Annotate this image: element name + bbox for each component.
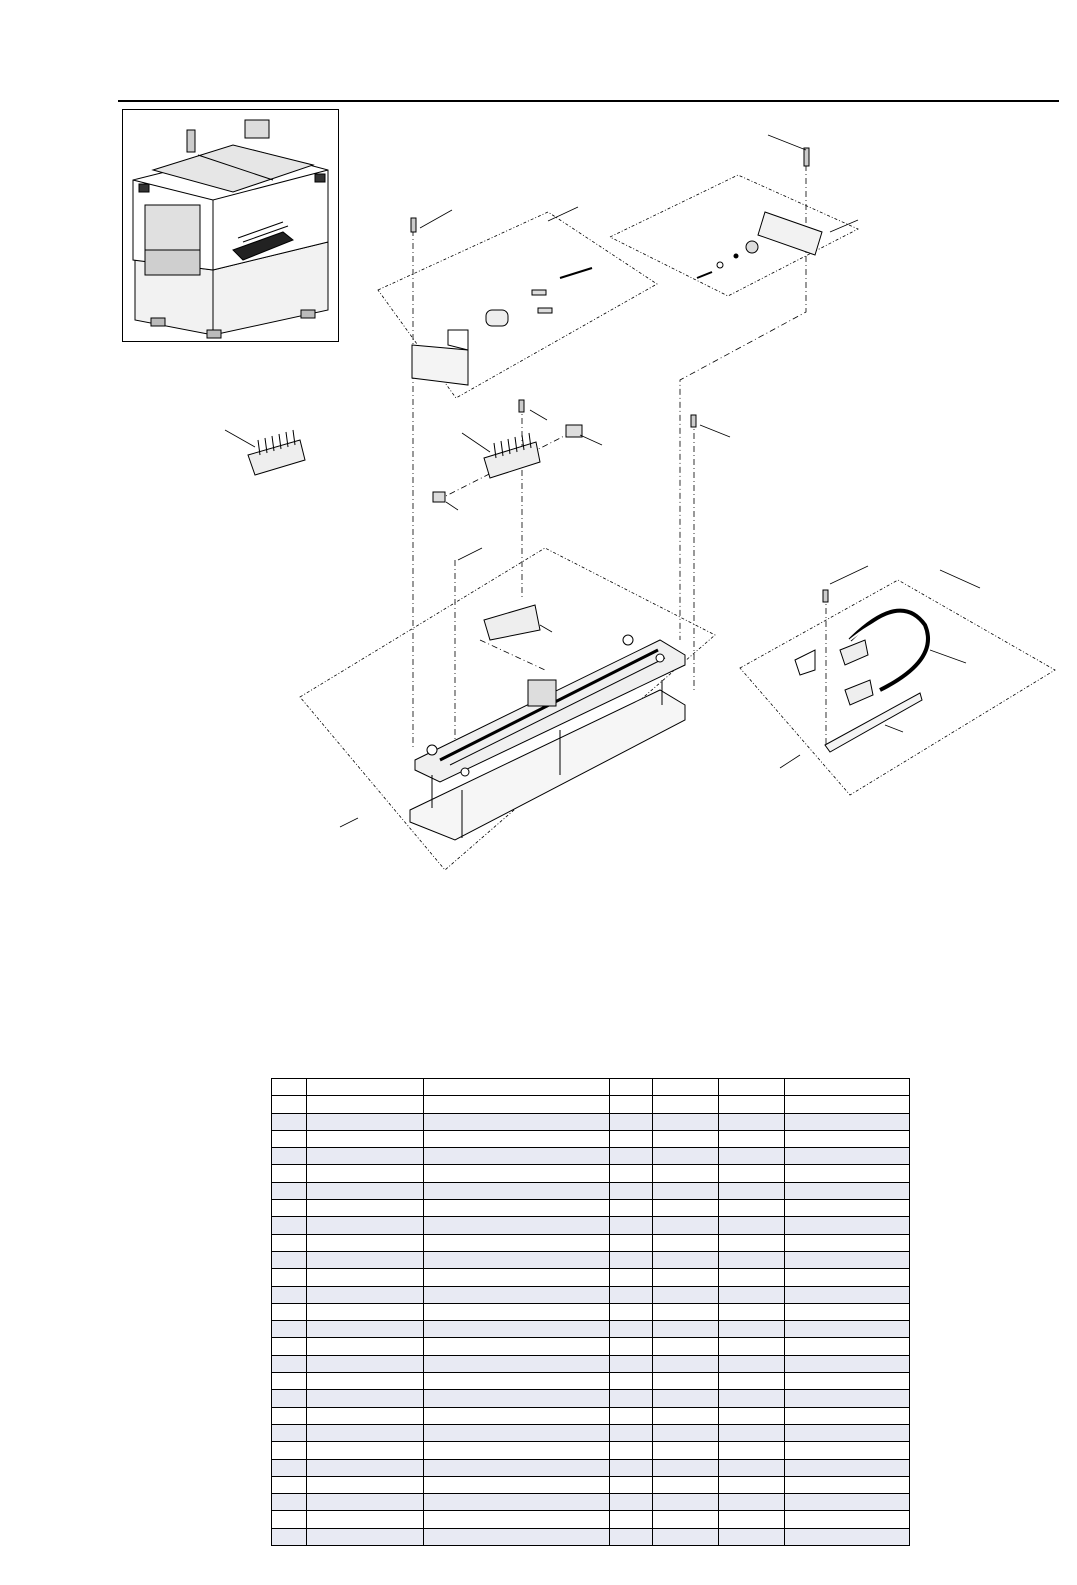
table-row — [272, 1321, 910, 1338]
table-cell — [610, 1165, 653, 1182]
table-cell — [272, 1355, 307, 1372]
table-cell — [272, 1113, 307, 1130]
table-cell — [424, 1528, 610, 1545]
table-cell — [610, 1373, 653, 1390]
table-cell — [424, 1338, 610, 1355]
table-cell — [653, 1511, 719, 1528]
table-cell — [653, 1234, 719, 1251]
table-cell — [307, 1269, 424, 1286]
table-cell — [307, 1321, 424, 1338]
table-cell — [424, 1476, 610, 1493]
table-cell — [424, 1165, 610, 1182]
table-cell — [610, 1390, 653, 1407]
table-cell — [785, 1373, 910, 1390]
table-cell — [719, 1528, 785, 1545]
table-cell — [424, 1113, 610, 1130]
table-row — [272, 1165, 910, 1182]
table-cell — [307, 1373, 424, 1390]
table-row — [272, 1407, 910, 1424]
base-frame — [410, 605, 685, 840]
table-row — [272, 1459, 910, 1476]
table-cell — [610, 1407, 653, 1424]
table-cell — [272, 1459, 307, 1476]
table-cell — [653, 1200, 719, 1217]
table-cell — [653, 1251, 719, 1268]
table-cell — [307, 1182, 424, 1199]
parts-list-body — [272, 1079, 910, 1546]
table-cell — [653, 1165, 719, 1182]
table-cell — [653, 1217, 719, 1234]
table-cell — [785, 1079, 910, 1096]
table-cell — [719, 1338, 785, 1355]
table-cell — [272, 1286, 307, 1303]
table-cell — [653, 1476, 719, 1493]
table-cell — [424, 1407, 610, 1424]
table-cell — [272, 1096, 307, 1113]
table-cell — [307, 1338, 424, 1355]
table-cell — [272, 1442, 307, 1459]
table-cell — [785, 1494, 910, 1511]
assembly-boundaries — [300, 175, 1055, 870]
table-cell — [653, 1148, 719, 1165]
table-cell — [307, 1424, 424, 1441]
table-cell — [653, 1130, 719, 1147]
machine-overview-illustration — [123, 110, 340, 343]
table-cell — [785, 1390, 910, 1407]
table-cell — [719, 1442, 785, 1459]
table-cell — [610, 1424, 653, 1441]
table-cell — [719, 1148, 785, 1165]
table-cell — [653, 1096, 719, 1113]
table-cell — [307, 1459, 424, 1476]
table-cell — [653, 1407, 719, 1424]
table-cell — [307, 1200, 424, 1217]
table-cell — [785, 1321, 910, 1338]
table-cell — [272, 1424, 307, 1441]
table-cell — [424, 1511, 610, 1528]
table-cell — [653, 1182, 719, 1199]
table-cell — [785, 1476, 910, 1493]
table-cell — [610, 1355, 653, 1372]
table-cell — [610, 1234, 653, 1251]
table-cell — [424, 1286, 610, 1303]
feeder-block — [433, 400, 696, 502]
table-cell — [272, 1338, 307, 1355]
table-cell — [785, 1442, 910, 1459]
table-cell — [719, 1511, 785, 1528]
table-cell — [424, 1217, 610, 1234]
table-cell — [610, 1494, 653, 1511]
table-cell — [610, 1113, 653, 1130]
table-row — [272, 1251, 910, 1268]
table-cell — [719, 1494, 785, 1511]
table-row — [272, 1494, 910, 1511]
table-cell — [785, 1424, 910, 1441]
table-cell — [272, 1148, 307, 1165]
table-cell — [719, 1355, 785, 1372]
table-cell — [719, 1303, 785, 1320]
table-cell — [610, 1286, 653, 1303]
table-cell — [653, 1355, 719, 1372]
table-cell — [424, 1459, 610, 1476]
table-cell — [610, 1511, 653, 1528]
table-cell — [307, 1303, 424, 1320]
table-cell — [424, 1424, 610, 1441]
table-cell — [719, 1407, 785, 1424]
table-cell — [424, 1182, 610, 1199]
table-cell — [307, 1407, 424, 1424]
table-cell — [785, 1096, 910, 1113]
table-cell — [272, 1251, 307, 1268]
table-cell — [272, 1528, 307, 1545]
table-cell — [272, 1476, 307, 1493]
table-cell — [610, 1217, 653, 1234]
table-cell — [785, 1286, 910, 1303]
feeder-block-spare — [248, 430, 305, 475]
table-cell — [307, 1251, 424, 1268]
table-cell — [424, 1200, 610, 1217]
table-cell — [719, 1424, 785, 1441]
table-cell — [653, 1338, 719, 1355]
table-cell — [785, 1182, 910, 1199]
plate-assembly — [697, 148, 822, 278]
table-row — [272, 1476, 910, 1493]
table-cell — [719, 1269, 785, 1286]
table-cell — [719, 1459, 785, 1476]
table-cell — [610, 1148, 653, 1165]
table-cell — [610, 1528, 653, 1545]
table-cell — [307, 1476, 424, 1493]
table-cell — [785, 1269, 910, 1286]
table-cell — [785, 1148, 910, 1165]
table-cell — [424, 1494, 610, 1511]
table-cell — [272, 1321, 307, 1338]
table-cell — [719, 1182, 785, 1199]
table-row — [272, 1113, 910, 1130]
table-cell — [272, 1511, 307, 1528]
table-cell — [307, 1165, 424, 1182]
table-row — [272, 1528, 910, 1545]
table-cell — [610, 1303, 653, 1320]
machine-thumbnail — [122, 109, 339, 342]
table-cell — [307, 1355, 424, 1372]
table-cell — [610, 1338, 653, 1355]
table-cell — [653, 1390, 719, 1407]
table-cell — [653, 1286, 719, 1303]
table-cell — [719, 1165, 785, 1182]
table-cell — [610, 1442, 653, 1459]
table-cell — [272, 1494, 307, 1511]
table-cell — [424, 1251, 610, 1268]
table-cell — [785, 1355, 910, 1372]
table-cell — [719, 1200, 785, 1217]
table-cell — [272, 1182, 307, 1199]
table-cell — [424, 1442, 610, 1459]
table-cell — [785, 1528, 910, 1545]
table-cell — [785, 1459, 910, 1476]
table-cell — [307, 1096, 424, 1113]
table-cell — [653, 1303, 719, 1320]
table-cell — [424, 1321, 610, 1338]
table-cell — [719, 1251, 785, 1268]
table-cell — [610, 1200, 653, 1217]
table-cell — [307, 1079, 424, 1096]
table-row — [272, 1217, 910, 1234]
table-cell — [719, 1476, 785, 1493]
table-cell — [785, 1165, 910, 1182]
table-cell — [610, 1096, 653, 1113]
table-cell — [785, 1407, 910, 1424]
table-cell — [424, 1355, 610, 1372]
table-cell — [424, 1130, 610, 1147]
header-rule — [118, 100, 1059, 102]
table-cell — [785, 1251, 910, 1268]
table-row — [272, 1148, 910, 1165]
table-cell — [272, 1373, 307, 1390]
table-row — [272, 1269, 910, 1286]
table-cell — [610, 1459, 653, 1476]
table-cell — [307, 1148, 424, 1165]
table-cell — [424, 1096, 610, 1113]
table-cell — [785, 1113, 910, 1130]
table-cell — [307, 1286, 424, 1303]
table-cell — [272, 1200, 307, 1217]
table-cell — [307, 1234, 424, 1251]
table-cell — [307, 1113, 424, 1130]
table-cell — [424, 1303, 610, 1320]
table-cell — [272, 1234, 307, 1251]
table-cell — [424, 1079, 610, 1096]
table-cell — [307, 1442, 424, 1459]
table-cell — [272, 1165, 307, 1182]
table-cell — [719, 1130, 785, 1147]
table-cell — [307, 1528, 424, 1545]
table-cell — [719, 1096, 785, 1113]
table-cell — [610, 1079, 653, 1096]
table-cell — [307, 1494, 424, 1511]
table-row — [272, 1390, 910, 1407]
table-cell — [785, 1338, 910, 1355]
table-row — [272, 1442, 910, 1459]
table-cell — [653, 1113, 719, 1130]
table-cell — [610, 1269, 653, 1286]
table-cell — [719, 1321, 785, 1338]
table-row — [272, 1182, 910, 1199]
table-row — [272, 1286, 910, 1303]
table-cell — [785, 1511, 910, 1528]
table-row — [272, 1200, 910, 1217]
table-cell — [424, 1390, 610, 1407]
table-cell — [785, 1217, 910, 1234]
table-row — [272, 1303, 910, 1320]
table-row — [272, 1338, 910, 1355]
table-cell — [719, 1217, 785, 1234]
table-cell — [272, 1390, 307, 1407]
table-cell — [307, 1511, 424, 1528]
table-cell — [719, 1286, 785, 1303]
bracket-assembly — [411, 218, 592, 385]
table-cell — [272, 1079, 307, 1096]
table-row — [272, 1130, 910, 1147]
table-cell — [424, 1148, 610, 1165]
table-row — [272, 1096, 910, 1113]
cable-carrier-assembly — [795, 590, 928, 752]
table-cell — [785, 1130, 910, 1147]
table-cell — [610, 1130, 653, 1147]
table-cell — [424, 1269, 610, 1286]
table-cell — [272, 1407, 307, 1424]
table-cell — [653, 1373, 719, 1390]
table-cell — [610, 1476, 653, 1493]
table-cell — [653, 1321, 719, 1338]
parts-list-table — [271, 1078, 910, 1546]
table-cell — [719, 1079, 785, 1096]
table-cell — [785, 1200, 910, 1217]
table-cell — [307, 1217, 424, 1234]
table-cell — [653, 1079, 719, 1096]
table-cell — [653, 1442, 719, 1459]
table-cell — [610, 1321, 653, 1338]
table-cell — [653, 1269, 719, 1286]
table-cell — [307, 1130, 424, 1147]
table-row — [272, 1373, 910, 1390]
table-cell — [719, 1234, 785, 1251]
table-cell — [719, 1390, 785, 1407]
table-cell — [307, 1390, 424, 1407]
table-cell — [610, 1251, 653, 1268]
assembly-paths — [413, 165, 826, 760]
table-row — [272, 1234, 910, 1251]
table-cell — [653, 1528, 719, 1545]
table-cell — [653, 1494, 719, 1511]
table-cell — [272, 1303, 307, 1320]
table-cell — [272, 1217, 307, 1234]
table-row — [272, 1511, 910, 1528]
table-row — [272, 1079, 910, 1096]
table-cell — [719, 1113, 785, 1130]
table-cell — [719, 1373, 785, 1390]
table-row — [272, 1424, 910, 1441]
table-cell — [272, 1130, 307, 1147]
table-cell — [653, 1459, 719, 1476]
table-cell — [424, 1234, 610, 1251]
table-cell — [272, 1269, 307, 1286]
table-row — [272, 1355, 910, 1372]
table-cell — [610, 1182, 653, 1199]
table-cell — [785, 1303, 910, 1320]
table-cell — [785, 1234, 910, 1251]
table-cell — [424, 1373, 610, 1390]
table-cell — [653, 1424, 719, 1441]
